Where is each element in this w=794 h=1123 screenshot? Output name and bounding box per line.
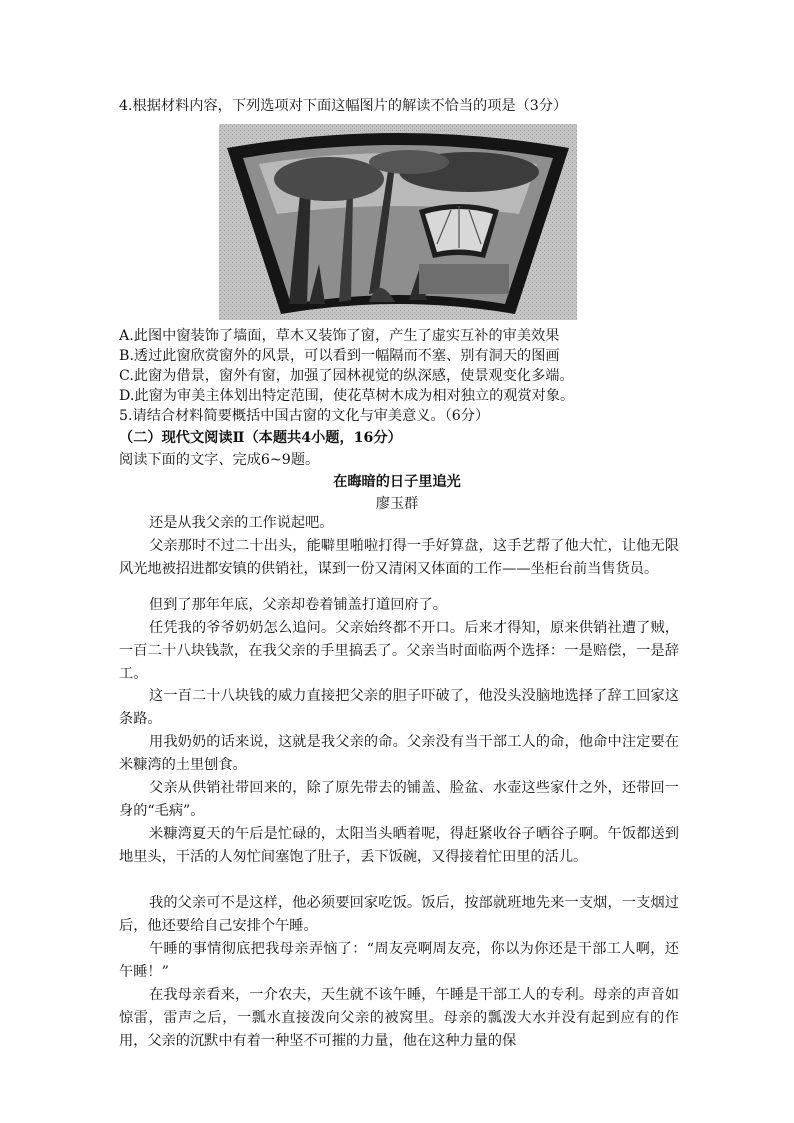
article-paragraph: 还是从我父亲的工作说起吧。 (149, 515, 334, 531)
article-paragraph: 在我母亲看来，一介农夫，天生就不该午睡，午睡是干部工人的专利。母亲的声音如惊雷，雷声之后，一瓢水直接泼向父亲的被窝里。母亲的瓢泼大水并没有起到应有的作用，父亲的沉默中有着一种坚不可摧的力量，他在这种力量的保 (119, 987, 679, 1049)
fan-window-illustration (219, 124, 577, 320)
article-paragraph: 米糠湾夏天的午后是忙碌的，太阳当头晒着呢，得赶紧收谷子晒谷子啊。午饭都送到地里头，干活的人匆忙间塞饱了肚子，丢下饭碗，又得接着忙田里的活儿。 (119, 826, 679, 865)
article-title: 在晦暗的日子里追光 (333, 474, 461, 490)
option-b: B.透过此窗欣赏窗外的风景，可以看到一幅隔而不塞、别有洞天的图画 (119, 348, 560, 364)
article-paragraph: 父亲从供销社带回来的，除了原先带去的铺盖、脸盆、水壶这些家什之外，还带回一身的“毛病”。 (119, 780, 679, 819)
article-paragraph: 这一百二十八块钱的威力直接把父亲的胆子吓破了，他没头没脑地选择了辞工回家这条路。 (119, 688, 679, 727)
article-paragraph: 任凭我的爷爷奶奶怎么追问。父亲始终都不开口。后来才得知，原来供销社遭了贼，一百二十八块钱款，在我父亲的手里搞丢了。父亲当时面临两个选择：一是赔偿，一是辞工。 (119, 620, 679, 682)
article-paragraph: 父亲那时不过二十出头，能噼里啪啦打得一手好算盘，这手艺帮了他大忙，让他无限风光地被招进都安镇的供销社，谋到一份又清闲又体面的工作——坐柜台前当售货员。 (119, 538, 679, 577)
article-paragraph: 午睡的事情彻底把我母亲弄恼了：“周友亮啊周友亮，你以为你还是干部工人啊，还午睡！” (119, 941, 679, 980)
option-c: C.此窗为借景，窗外有窗，加强了园林视觉的纵深感，使景观变化多端。 (119, 368, 574, 384)
question-5-stem: 5.请结合材料简要概括中国古窗的文化与审美意义。（6分） (119, 408, 490, 424)
article-author: 廖玉群 (375, 496, 419, 512)
article-paragraph: 但到了那年年底，父亲却卷着铺盖打道回府了。 (149, 597, 447, 613)
reading-instruction: 阅读下面的文字、完成6~9题。 (119, 452, 320, 468)
section-heading: （二）现代文阅读Ⅱ（本题共4小题，16分） (119, 430, 402, 446)
option-d: D.此窗为审美主体划出特定范围，使花草树木成为相对独立的观赏对象。 (119, 388, 575, 404)
option-a: A.此图中窗装饰了墙面，草木又装饰了窗，产生了虚实互补的审美效果 (119, 328, 560, 344)
question-4-stem: 4.根据材料内容，下列选项对下面这幅图片的解读不恰当的项是（3分） (119, 98, 568, 114)
fan-window-figure (219, 124, 577, 320)
article-paragraph: 我的父亲可不是这样，他必须要回家吃饭。饭后，按部就班地先来一支烟，一支烟过后，他还要给自己安排个午睡。 (119, 895, 679, 934)
article-paragraph: 用我奶奶的话来说，这就是我父亲的命。父亲没有当干部工人的命，他命中注定要在米糠湾的土里刨食。 (119, 734, 679, 773)
